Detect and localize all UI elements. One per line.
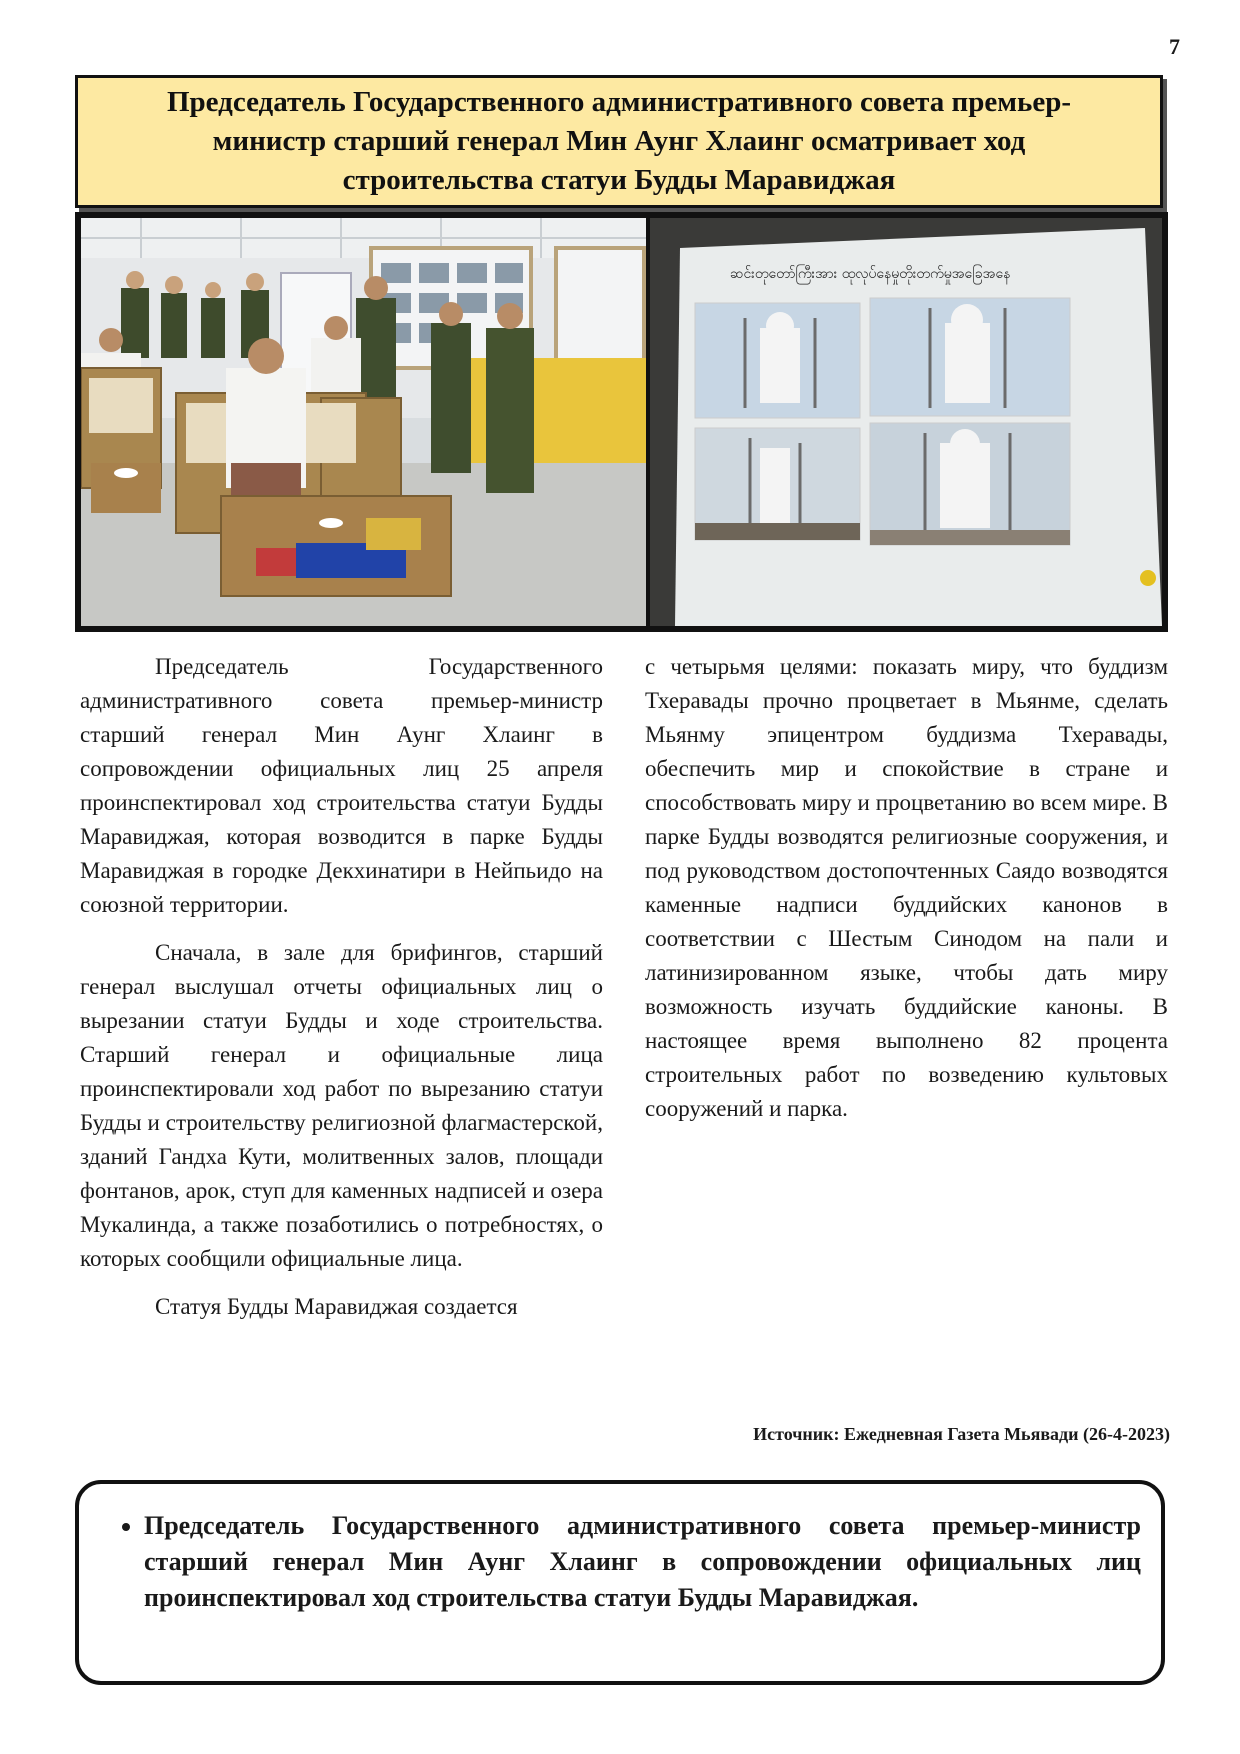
meeting-photo [81, 218, 646, 626]
article-paragraph: Статуя Будды Маравиджая создается [155, 1294, 518, 1319]
page-number: 7 [1169, 34, 1180, 59]
article-paragraph: Председатель Государственного административного совета премьер-министр старший генерал Мин Аунг Хлаинг в сопровождении официальных лиц 25 апреля проинспектировал ход строительства статуи Будды Маравиджая, которая возводится в парке Будды Маравиджая в городке Декхинатири в Нейпьидо на союзной территории. [80, 654, 603, 917]
article-paragraph: Сначала, в зале для брифингов, старший генерал выслушал отчеты официальных лиц о вырезании статуи Будды и ходе строительства. Старший генерал и официальные лица проинспектировали ход работ по вырезанию статуи Будды и строительству религиозной флагмастерской, зданий Гандха Кути, молитвенных залов, площади фонтанов, арок, ступ для каменных надписей и озера Мукалинда, а также позаботились о потребностях, о которых сообщили официальные лица. [80, 940, 603, 1271]
article-paragraph: с четырьмя целями: показать миру, что буддизм Тхеравады прочно процветает в Мьянме, сделать Мьянму эпицентром буддизма Тхеравады, обеспечить мир и спокойствие в стране и способствовать миру и процветанию во всем мире. В парке Будды возводятся религиозные сооружения, и под руководством достопочтенных Саядо возводятся каменные надписи буддийских канонов в соответствии с Шестым Синодом на пали и латинизированном языке, чтобы дать миру возможность изучать буддийские каноны. В настоящее время выполнено 82 процента строительных работ по возведению культовых сооружений и парка. [645, 654, 1168, 1121]
photo-strip [75, 212, 1168, 632]
summary-bullet: • Председатель Государственного административного совета премьер-министр старший генерал Мин Аунг Хлаинг в сопровождении официальных лиц проинспектировал ход строительства статуи Будды Маравиджая. [144, 1508, 1141, 1616]
source-credit: Источник: Ежедневная Газета Мьявади (26-4-2023) [753, 1424, 1170, 1444]
summary-box [75, 1480, 1165, 1685]
slide-caption: ဆင်းတုတော်ကြီးအား ထုလုပ်နေမှုတိုးတက်မှုအခြေအနေ [730, 266, 1011, 282]
headline-box [75, 75, 1163, 208]
summary-list [99, 1508, 1141, 1616]
headline: Председатель Государственного административного совета премьер-министр старший генерал Мин Аунг Хлаинг осматривает ход строительства статуи Будды Маравиджая [167, 86, 1071, 196]
article-right-column [645, 650, 1168, 1140]
projection-photo [650, 218, 1162, 626]
article-left-column [80, 650, 603, 1338]
projection-screen-illustration [650, 218, 1162, 626]
meeting-room-illustration [81, 218, 646, 626]
